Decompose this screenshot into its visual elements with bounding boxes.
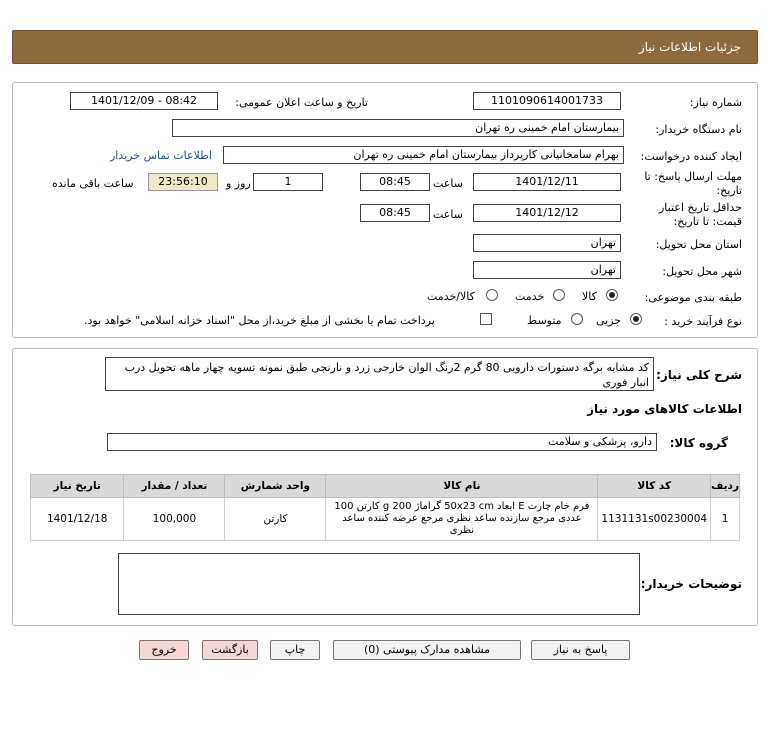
deadline-time-label: ساعت xyxy=(433,177,463,190)
announce-field: 1401/12/09 - 08:42 xyxy=(70,92,218,110)
treasury-payment-checkbox[interactable] xyxy=(480,313,492,325)
process-option-minor: جزیی xyxy=(596,314,622,327)
attachments-button[interactable]: مشاهده مدارک پیوستی (0) xyxy=(333,640,521,660)
requester-label: ایجاد کننده درخواست: xyxy=(640,150,742,163)
days-field: 1 xyxy=(253,173,323,191)
cell-code: 1131131s00230004 xyxy=(598,498,711,541)
need-number-field: 1101090614001733 xyxy=(473,92,621,110)
cell-name: فرم خام چارت E ابعاد 50x23 cm گراماژ 200 g کارتن 100 عددی مرجع سازنده ساعد نظری مرجع عرضه کننده ساعد نظری xyxy=(326,498,598,541)
deadline-date-field: 1401/12/11 xyxy=(473,173,621,191)
category-option-service: خدمت xyxy=(515,290,545,303)
exit-button[interactable]: خروج xyxy=(139,640,189,660)
cell-row: 1 xyxy=(711,498,740,541)
need-number-label: شماره نیاز: xyxy=(689,96,742,109)
back-button[interactable]: بازگشت xyxy=(202,640,258,660)
contact-info-link[interactable]: اطلاعات تماس خریدار xyxy=(110,149,212,162)
col-name: نام کالا xyxy=(326,475,598,498)
page-header xyxy=(12,30,758,64)
category-radio-goods-service[interactable] xyxy=(486,289,498,301)
summary-text: کد مشابه برگه دستورات دارویی 80 گرم 2رنگ الوان خارجی زرد و نارنجی طبق نمونه تسویه چهار ماهه تحویل درب انبار فوری xyxy=(105,357,654,391)
validity-time-label: ساعت xyxy=(433,208,463,221)
process-radio-medium[interactable] xyxy=(571,313,583,325)
remaining-time-field: 23:56:10 xyxy=(148,173,218,191)
reply-button[interactable]: پاسخ به نیاز xyxy=(531,640,630,660)
print-button[interactable]: چاپ xyxy=(270,640,320,660)
validity-date-field: 1401/12/12 xyxy=(473,204,621,222)
validity-label: حداقل تاریخ اعتبار xyxy=(658,201,742,214)
goods-section-title: اطلاعات کالاهای مورد نیاز xyxy=(587,402,742,416)
col-qty: تعداد / مقدار xyxy=(124,475,225,498)
cell-date: 1401/12/18 xyxy=(31,498,124,541)
announce-label: تاریخ و ساعت اعلان عمومی: xyxy=(235,96,368,109)
process-radio-minor[interactable] xyxy=(630,313,642,325)
summary-label: شرح کلی نیاز: xyxy=(656,368,742,382)
table-row xyxy=(31,498,740,541)
goods-group-field: دارو، پزشکی و سلامت xyxy=(107,433,657,451)
process-label: نوع فرآیند خرید : xyxy=(664,315,742,328)
province-field: تهران xyxy=(473,234,621,252)
buyer-notes-label: توضیحات خریدار: xyxy=(640,577,742,591)
col-date: تاریخ نیاز xyxy=(31,475,124,498)
city-field: تهران xyxy=(473,261,621,279)
goods-group-label: گروه کالا: xyxy=(669,436,728,450)
cell-qty: 100,000 xyxy=(124,498,225,541)
validity-label-2: قیمت: تا تاریخ: xyxy=(673,215,742,228)
validity-time-field: 08:45 xyxy=(360,204,430,222)
cell-unit: کارتن xyxy=(225,498,326,541)
process-option-medium: متوسط xyxy=(527,314,562,327)
category-label: طبقه بندی موضوعی: xyxy=(644,291,742,304)
days-label: روز و xyxy=(226,177,251,190)
category-radio-service[interactable] xyxy=(553,289,565,301)
page-title: جزئیات اطلاعات نیاز xyxy=(638,40,741,54)
deadline-label: مهلت ارسال پاسخ: تا xyxy=(644,170,742,183)
requester-field: بهرام سامخانیانی کارپرداز بیمارستان امام خمینی ره تهران xyxy=(223,146,624,164)
category-radio-goods[interactable] xyxy=(606,289,618,301)
buyer-org-label: نام دستگاه خریدار: xyxy=(655,123,742,136)
buyer-org-field: بیمارستان امام خمینی ره تهران xyxy=(172,119,624,137)
buyer-notes-field xyxy=(118,553,640,615)
category-option-goods-service: کالا/خدمت xyxy=(427,290,475,303)
col-row: ردیف xyxy=(711,475,740,498)
col-code: کد کالا xyxy=(598,475,711,498)
goods-table-header xyxy=(31,475,740,498)
deadline-label-2: تاریخ: xyxy=(716,184,742,197)
col-unit: واحد شمارش xyxy=(225,475,326,498)
province-label: استان محل تحویل: xyxy=(655,238,742,251)
category-option-goods: کالا xyxy=(582,290,597,303)
treasury-payment-note: پرداخت تمام یا بخشی از مبلغ خرید،از محل "اسناد خزانه اسلامی" خواهد بود. xyxy=(84,314,435,327)
remaining-label: ساعت باقی مانده xyxy=(52,177,134,190)
city-label: شهر محل تحویل: xyxy=(662,265,742,278)
deadline-time-field: 08:45 xyxy=(360,173,430,191)
goods-table xyxy=(30,474,740,541)
